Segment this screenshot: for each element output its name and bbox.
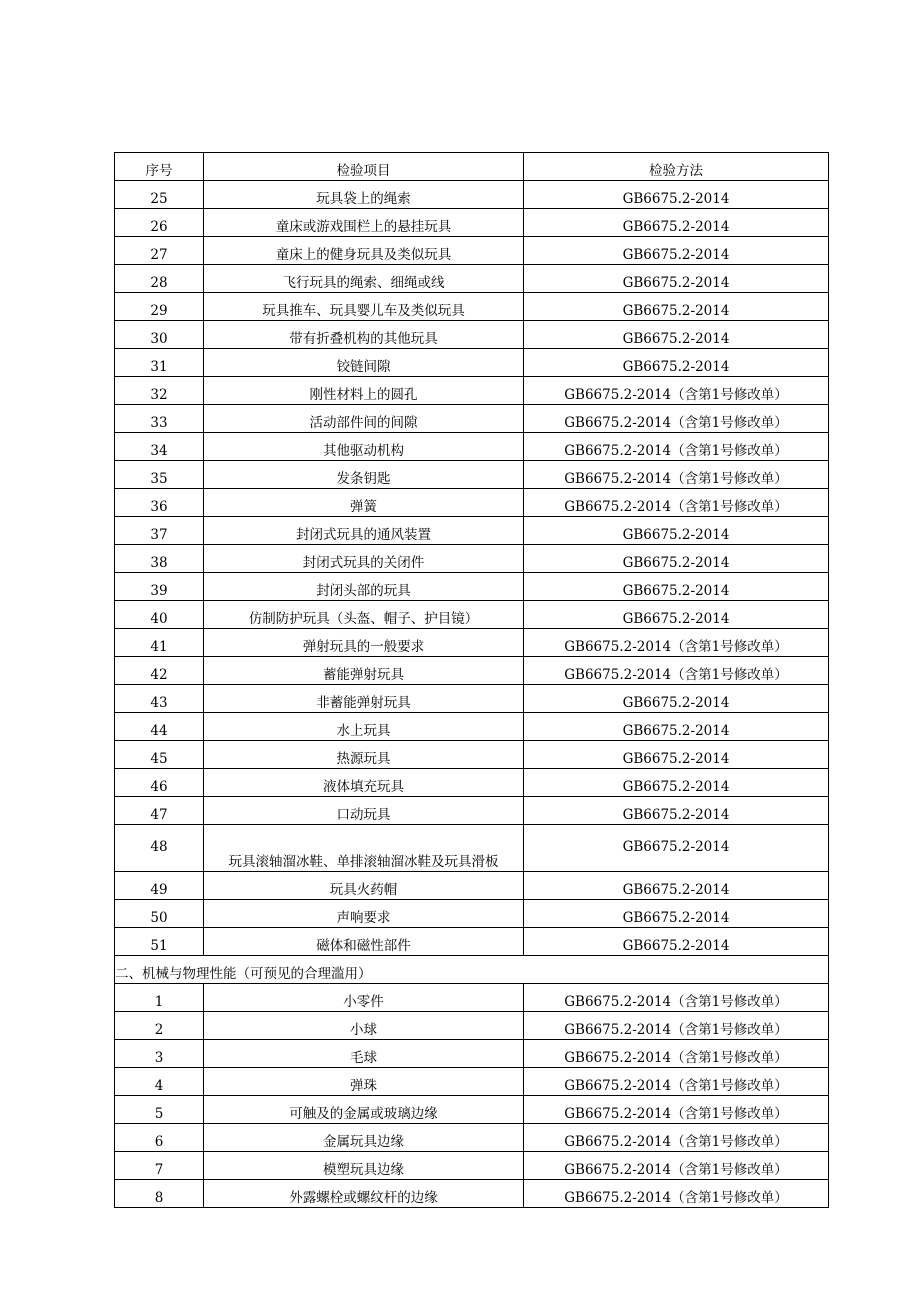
inspection-method-cell: GB6675.2-2014	[524, 573, 829, 601]
table-row	[115, 1124, 829, 1152]
serial-number-cell: 5	[115, 1096, 204, 1124]
inspection-item-cell: 玩具推车、玩具婴儿车及类似玩具	[204, 293, 524, 321]
serial-number-cell: 33	[115, 405, 204, 433]
table-row	[115, 181, 829, 209]
inspection-item-cell: 铰链间隙	[204, 349, 524, 377]
serial-number-cell: 7	[115, 1152, 204, 1180]
table-row	[115, 433, 829, 461]
inspection-item-cell: 弹珠	[204, 1068, 524, 1096]
inspection-method-cell: GB6675.2-2014	[524, 825, 829, 872]
table-row	[115, 657, 829, 685]
serial-number-cell: 38	[115, 545, 204, 573]
serial-number-cell: 6	[115, 1124, 204, 1152]
section-row	[115, 956, 829, 984]
inspection-item-cell: 蓄能弹射玩具	[204, 657, 524, 685]
inspection-method-cell: GB6675.2-2014（含第1号修改单）	[524, 1152, 829, 1180]
serial-number-cell: 2	[115, 1012, 204, 1040]
table-row	[115, 349, 829, 377]
inspection-method-cell: GB6675.2-2014	[524, 872, 829, 900]
inspection-method-cell: GB6675.2-2014（含第1号修改单）	[524, 629, 829, 657]
serial-number-cell: 46	[115, 769, 204, 797]
table-row	[115, 601, 829, 629]
inspection-item-cell: 水上玩具	[204, 713, 524, 741]
inspection-method-cell: GB6675.2-2014（含第1号修改单）	[524, 1096, 829, 1124]
inspection-item-cell: 发条钥匙	[204, 461, 524, 489]
serial-number-cell: 50	[115, 900, 204, 928]
serial-number-cell: 1	[115, 984, 204, 1012]
inspection-item-cell: 带有折叠机构的其他玩具	[204, 321, 524, 349]
table-row	[115, 237, 829, 265]
inspection-method-cell: GB6675.2-2014	[524, 265, 829, 293]
inspection-item-cell: 磁体和磁性部件	[204, 928, 524, 956]
serial-number-cell: 44	[115, 713, 204, 741]
inspection-method-cell: GB6675.2-2014	[524, 321, 829, 349]
serial-number-cell: 39	[115, 573, 204, 601]
table-row	[115, 489, 829, 517]
serial-number-cell: 29	[115, 293, 204, 321]
table-row	[115, 872, 829, 900]
serial-number-cell: 28	[115, 265, 204, 293]
inspection-item-cell: 可触及的金属或玻璃边缘	[204, 1096, 524, 1124]
inspection-method-cell: GB6675.2-2014（含第1号修改单）	[524, 489, 829, 517]
inspection-item-cell: 毛球	[204, 1040, 524, 1068]
inspection-item-cell: 金属玩具边缘	[204, 1124, 524, 1152]
inspection-method-cell: GB6675.2-2014（含第1号修改单）	[524, 377, 829, 405]
inspection-item-cell: 封闭式玩具的关闭件	[204, 545, 524, 573]
inspection-method-cell: GB6675.2-2014（含第1号修改单）	[524, 1040, 829, 1068]
table-row	[115, 769, 829, 797]
inspection-method-cell: GB6675.2-2014（含第1号修改单）	[524, 433, 829, 461]
table-body	[115, 153, 829, 1208]
table-row	[115, 928, 829, 956]
serial-number-cell: 34	[115, 433, 204, 461]
header-inspection-method: 检验方法	[524, 153, 829, 181]
inspection-method-cell: GB6675.2-2014	[524, 741, 829, 769]
serial-number-cell: 31	[115, 349, 204, 377]
table-row	[115, 1096, 829, 1124]
inspection-item-cell: 弹射玩具的一般要求	[204, 629, 524, 657]
inspection-method-cell: GB6675.2-2014	[524, 293, 829, 321]
inspection-method-cell: GB6675.2-2014（含第1号修改单）	[524, 1012, 829, 1040]
serial-number-cell: 35	[115, 461, 204, 489]
table-row	[115, 1152, 829, 1180]
table-row	[115, 1040, 829, 1068]
table-row	[115, 825, 829, 872]
inspection-method-cell: GB6675.2-2014	[524, 797, 829, 825]
table-row	[115, 405, 829, 433]
inspection-method-cell: GB6675.2-2014（含第1号修改单）	[524, 461, 829, 489]
table-row	[115, 517, 829, 545]
inspection-item-cell: 玩具滚轴溜冰鞋、单排滚轴溜冰鞋及玩具滑板	[204, 825, 524, 872]
table-row	[115, 377, 829, 405]
serial-number-cell: 4	[115, 1068, 204, 1096]
header-row	[115, 153, 829, 181]
serial-number-cell: 48	[115, 825, 204, 872]
inspection-item-cell: 口动玩具	[204, 797, 524, 825]
serial-number-cell: 43	[115, 685, 204, 713]
inspection-method-cell: GB6675.2-2014	[524, 517, 829, 545]
inspection-method-cell: GB6675.2-2014	[524, 685, 829, 713]
inspection-item-cell: 热源玩具	[204, 741, 524, 769]
serial-number-cell: 32	[115, 377, 204, 405]
table-row	[115, 209, 829, 237]
serial-number-cell: 8	[115, 1180, 204, 1208]
inspection-method-cell: GB6675.2-2014	[524, 601, 829, 629]
serial-number-cell: 3	[115, 1040, 204, 1068]
inspection-method-cell: GB6675.2-2014（含第1号修改单）	[524, 1068, 829, 1096]
inspection-method-cell: GB6675.2-2014（含第1号修改单）	[524, 984, 829, 1012]
table-row	[115, 293, 829, 321]
inspection-method-cell: GB6675.2-2014	[524, 900, 829, 928]
inspection-item-cell: 仿制防护玩具（头盔、帽子、护目镜）	[204, 601, 524, 629]
table-row	[115, 629, 829, 657]
inspection-item-cell: 声响要求	[204, 900, 524, 928]
inspection-item-cell: 童床上的健身玩具及类似玩具	[204, 237, 524, 265]
inspection-item-cell: 弹簧	[204, 489, 524, 517]
inspection-method-cell: GB6675.2-2014	[524, 713, 829, 741]
serial-number-cell: 42	[115, 657, 204, 685]
table-row	[115, 685, 829, 713]
inspection-method-cell: GB6675.2-2014	[524, 237, 829, 265]
serial-number-cell: 45	[115, 741, 204, 769]
inspection-item-cell: 童床或游戏围栏上的悬挂玩具	[204, 209, 524, 237]
table-row	[115, 713, 829, 741]
table-row	[115, 1012, 829, 1040]
serial-number-cell: 41	[115, 629, 204, 657]
inspection-item-cell: 刚性材料上的圆孔	[204, 377, 524, 405]
inspection-item-cell: 玩具火药帽	[204, 872, 524, 900]
table-row	[115, 461, 829, 489]
inspection-item-cell: 小球	[204, 1012, 524, 1040]
serial-number-cell: 40	[115, 601, 204, 629]
inspection-item-cell: 模塑玩具边缘	[204, 1152, 524, 1180]
inspection-item-cell: 封闭式玩具的通风装置	[204, 517, 524, 545]
table-row	[115, 1068, 829, 1096]
serial-number-cell: 25	[115, 181, 204, 209]
inspection-item-cell: 飞行玩具的绳索、细绳或线	[204, 265, 524, 293]
table-row	[115, 321, 829, 349]
inspection-method-cell: GB6675.2-2014（含第1号修改单）	[524, 657, 829, 685]
table-row	[115, 900, 829, 928]
serial-number-cell: 49	[115, 872, 204, 900]
inspection-item-cell: 玩具袋上的绳索	[204, 181, 524, 209]
inspection-method-cell: GB6675.2-2014	[524, 928, 829, 956]
inspection-item-cell: 小零件	[204, 984, 524, 1012]
inspection-method-cell: GB6675.2-2014	[524, 181, 829, 209]
table-row	[115, 265, 829, 293]
table-row	[115, 545, 829, 573]
serial-number-cell: 36	[115, 489, 204, 517]
table-row	[115, 984, 829, 1012]
serial-number-cell: 47	[115, 797, 204, 825]
inspection-table	[114, 152, 829, 1208]
header-inspection-item: 检验项目	[204, 153, 524, 181]
serial-number-cell: 30	[115, 321, 204, 349]
serial-number-cell: 51	[115, 928, 204, 956]
inspection-method-cell: GB6675.2-2014	[524, 545, 829, 573]
serial-number-cell: 26	[115, 209, 204, 237]
section-heading: 二、机械与物理性能（可预见的合理滥用）	[115, 956, 829, 984]
serial-number-cell: 27	[115, 237, 204, 265]
header-serial-number: 序号	[115, 153, 204, 181]
inspection-item-cell: 封闭头部的玩具	[204, 573, 524, 601]
inspection-method-cell: GB6675.2-2014	[524, 209, 829, 237]
inspection-item-cell: 非蓄能弹射玩具	[204, 685, 524, 713]
inspection-item-cell: 其他驱动机构	[204, 433, 524, 461]
inspection-method-cell: GB6675.2-2014（含第1号修改单）	[524, 405, 829, 433]
inspection-item-cell: 液体填充玩具	[204, 769, 524, 797]
table-row	[115, 741, 829, 769]
serial-number-cell: 37	[115, 517, 204, 545]
table-row	[115, 573, 829, 601]
inspection-method-cell: GB6675.2-2014（含第1号修改单）	[524, 1124, 829, 1152]
inspection-item-cell: 活动部件间的间隙	[204, 405, 524, 433]
table-row	[115, 797, 829, 825]
inspection-method-cell: GB6675.2-2014	[524, 349, 829, 377]
table-row	[115, 1180, 829, 1208]
inspection-method-cell: GB6675.2-2014（含第1号修改单）	[524, 1180, 829, 1208]
inspection-item-cell: 外露螺栓或螺纹杆的边缘	[204, 1180, 524, 1208]
inspection-method-cell: GB6675.2-2014	[524, 769, 829, 797]
